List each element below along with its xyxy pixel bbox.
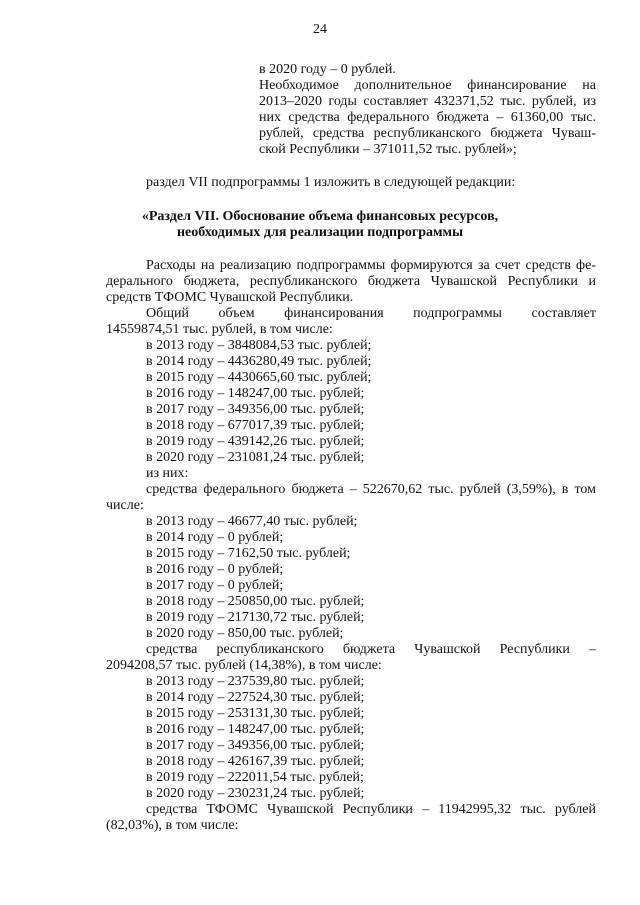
- top-line-6: ской Республики – 371011,52 тыс. рублей»;: [259, 142, 517, 157]
- total-year-2016: в 2016 году – 148247,00 тыс. рублей;: [146, 386, 365, 401]
- total-year-2014: в 2014 году – 4436280,49 тыс. рублей;: [146, 354, 372, 369]
- federal-year-2016: в 2016 году – 0 рублей;: [146, 562, 284, 577]
- para1-line-1: Расходы на реализацию подпрограммы формируются за счет средств фе-: [146, 258, 596, 273]
- federal-year-2014: в 2014 году – 0 рублей;: [146, 530, 284, 545]
- total-year-2020: в 2020 году – 231081,24 тыс. рублей;: [146, 450, 365, 465]
- federal-year-2015: в 2015 году – 7162,50 тыс. рублей;: [146, 546, 351, 561]
- republic-year-2014: в 2014 году – 227524,30 тыс. рублей;: [146, 690, 365, 705]
- total-year-2015: в 2015 году – 4430665,60 тыс. рублей;: [146, 370, 372, 385]
- top-line-5: рублей, средства республиканского бюджета Чуваш-: [259, 126, 596, 141]
- total-year-2017: в 2017 году – 349356,00 тыс. рублей;: [146, 402, 365, 417]
- total-line-2: 14559874,51 тыс. рублей, в том числе:: [106, 322, 333, 337]
- republic-word-5: Республики: [499, 642, 570, 657]
- section-heading-line-1: «Раздел VII. Обоснование объема финансовых ресурсов,: [141, 209, 499, 224]
- instruction-text: раздел VII подпрограммы 1 изложить в следующей редакции:: [146, 175, 516, 190]
- para1-line-3: средств ТФОМС Чувашской Республики.: [106, 290, 354, 305]
- total-word-5: составляет: [531, 306, 596, 321]
- federal-year-2018: в 2018 году – 250850,00 тыс. рублей;: [146, 594, 365, 609]
- total-year-2019: в 2019 году – 439142,26 тыс. рублей;: [146, 434, 365, 449]
- federal-year-2013: в 2013 году – 46677,40 тыс. рублей;: [146, 514, 358, 529]
- total-line-1: [146, 306, 596, 322]
- republic-line-1: [146, 642, 596, 658]
- republic-year-2020: в 2020 году – 230231,24 тыс. рублей;: [146, 786, 365, 801]
- republic-word-1: средства: [146, 642, 198, 657]
- para1-line-2: дерального бюджета, республиканского бюджета Чувашской Республики и: [106, 274, 596, 289]
- total-word-2: объем: [218, 306, 255, 321]
- republic-year-2013: в 2013 году – 237539,80 тыс. рублей;: [146, 674, 365, 689]
- federal-line-1: средства федерального бюджета – 522670,62 тыс. рублей (3,59%), в том: [146, 482, 596, 497]
- republic-year-2019: в 2019 году – 222011,54 тыс. рублей;: [146, 770, 364, 785]
- republic-word-2: республиканского: [216, 642, 324, 657]
- top-line-2: Необходимое дополнительное финансирование на: [259, 78, 596, 93]
- federal-line-2: числе:: [106, 498, 144, 513]
- total-word-1: Общий: [146, 306, 189, 321]
- republic-word-6: –: [589, 642, 596, 657]
- total-year-2013: в 2013 году – 3848084,53 тыс. рублей;: [146, 338, 372, 353]
- republic-year-2015: в 2015 году – 253131,30 тыс. рублей;: [146, 706, 365, 721]
- republic-line-2: 2094208,57 тыс. рублей (14,38%), в том числе:: [106, 658, 382, 673]
- tfoms-line-1: средства ТФОМС Чувашской Республики – 11942995,32 тыс. рублей: [146, 802, 596, 817]
- page-number: 24: [313, 22, 327, 37]
- republic-year-2018: в 2018 году – 426167,39 тыс. рублей;: [146, 754, 365, 769]
- top-line-4: них средства федерального бюджета – 61360,00 тыс.: [259, 110, 596, 125]
- of-them-label: из них:: [146, 466, 189, 481]
- total-word-4: подпрограммы: [413, 306, 502, 321]
- federal-year-2017: в 2017 году – 0 рублей;: [146, 578, 284, 593]
- tfoms-line-2: (82,03%), в том числе:: [106, 818, 239, 833]
- federal-year-2019: в 2019 году – 217130,72 тыс. рублей;: [146, 610, 365, 625]
- total-year-2018: в 2018 году – 677017,39 тыс. рублей;: [146, 418, 365, 433]
- republic-year-2016: в 2016 году – 148247,00 тыс. рублей;: [146, 722, 365, 737]
- total-word-3: финансирования: [284, 306, 384, 321]
- section-heading-line-2: необходимых для реализации подпрограммы: [176, 225, 464, 240]
- republic-word-3: бюджета: [342, 642, 396, 657]
- top-line-1: в 2020 году – 0 рублей.: [259, 62, 396, 77]
- republic-year-2017: в 2017 году – 349356,00 тыс. рублей;: [146, 738, 365, 753]
- republic-word-4: Чувашской: [414, 642, 481, 657]
- top-line-3: 2013–2020 годы составляет 432371,52 тыс. рублей, из: [259, 94, 596, 109]
- federal-year-2020: в 2020 году – 850,00 тыс. рублей;: [146, 626, 344, 641]
